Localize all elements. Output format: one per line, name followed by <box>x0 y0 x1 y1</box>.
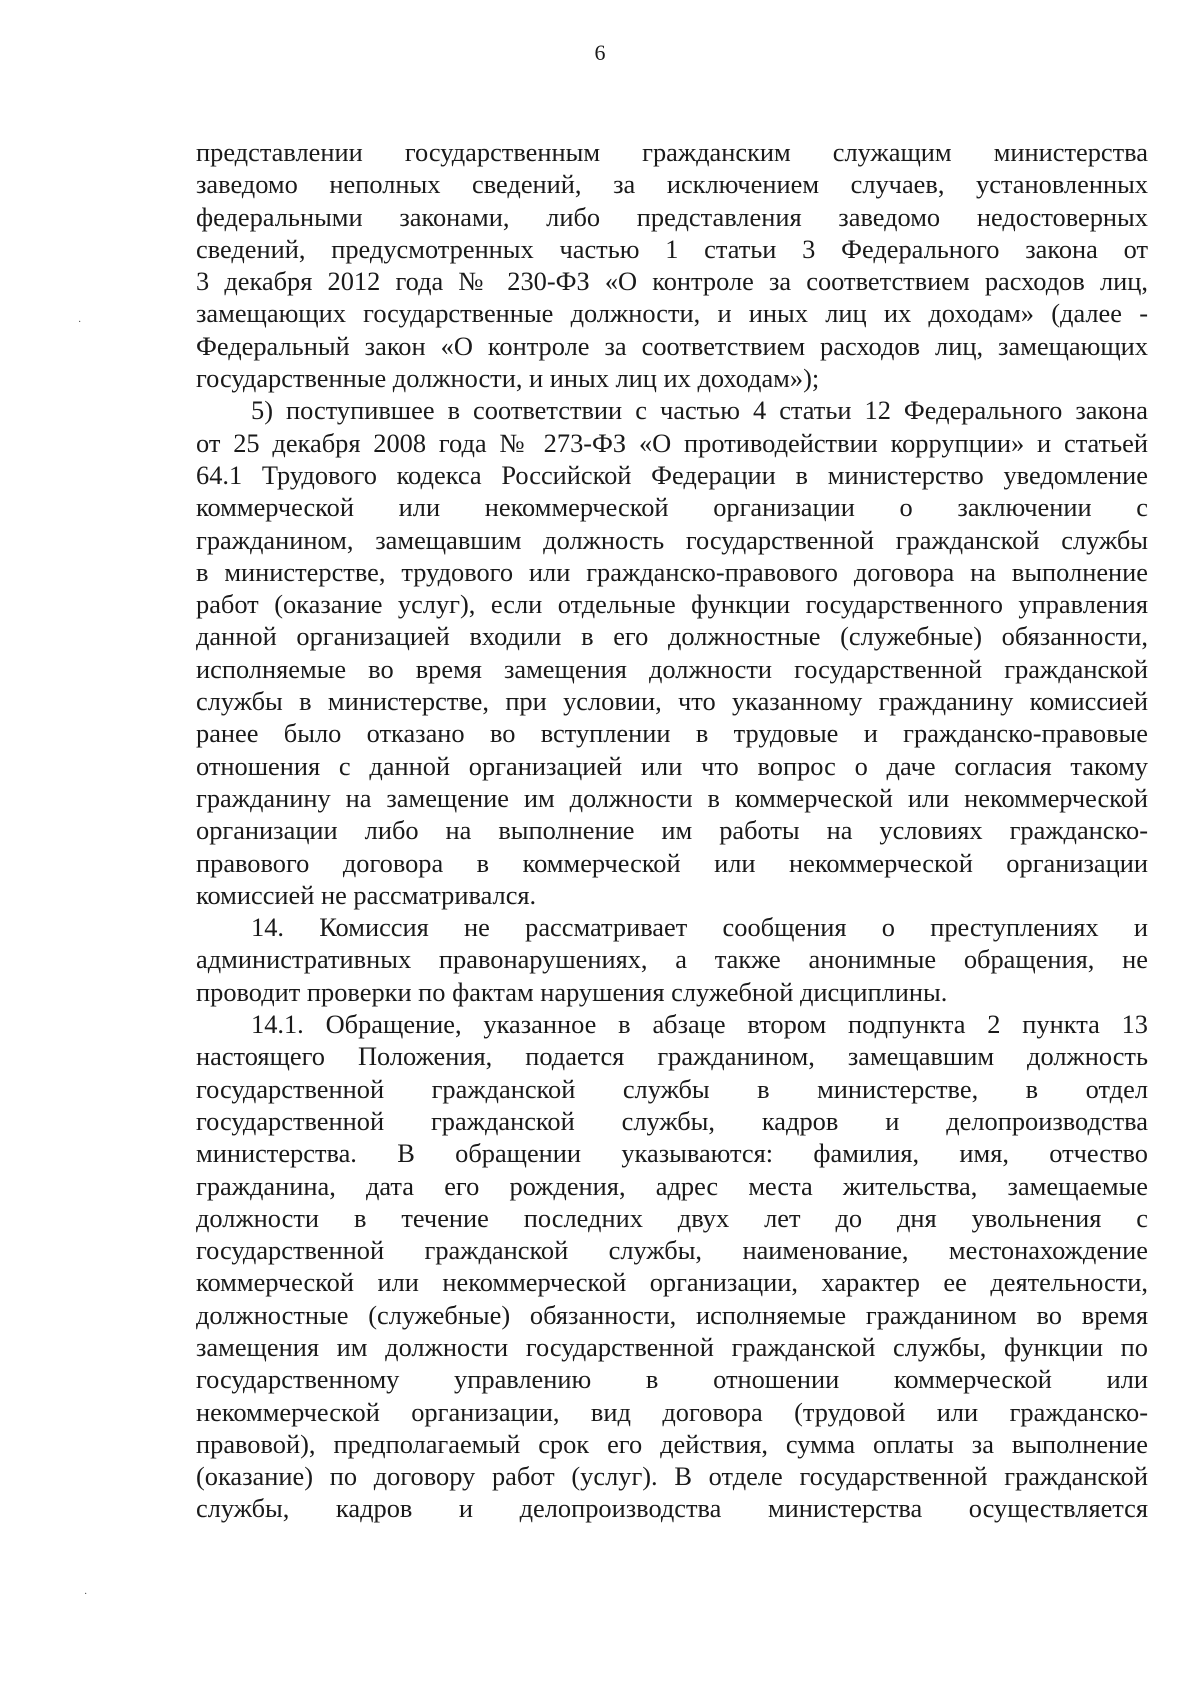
text-line: комиссией не рассматривался. <box>196 879 537 910</box>
text-line: 64.1 Трудового кодекса Российской Федерации в министерство уведомление <box>196 459 1148 490</box>
text-line: службы, кадров и делопроизводства министерства осуществляется <box>196 1493 1148 1524</box>
page-number: 6 <box>594 40 606 65</box>
text-line: работ (оказание услуг), если отдельные функции государственного управления <box>196 589 1148 620</box>
text-line: государственной гражданской службы, наименование, местонахождение <box>196 1235 1148 1266</box>
text-line: Федеральный закон «О контроле за соответствием расходов лиц, замещающих <box>196 330 1148 361</box>
text-line: гражданину на замещение им должности в коммерческой или некоммерческой <box>196 782 1148 813</box>
text-line: правового договора в коммерческой или некоммерческой организации <box>196 847 1148 878</box>
text-line: некоммерческой организации, вид договора (трудовой или гражданско- <box>196 1396 1148 1427</box>
text-line: гражданином, замещавшим должность государственной гражданской службы <box>196 524 1148 555</box>
text-line: государственной гражданской службы в министерстве, в отдел <box>196 1073 1148 1104</box>
text-line: 14.1. Обращение, указанное в абзаце втором подпункта 2 пункта 13 <box>251 1009 1148 1040</box>
text-line: административных правонарушениях, а также анонимные обращения, не <box>196 944 1148 975</box>
text-line: министерства. В обращении указываются: фамилия, имя, отчество <box>196 1138 1148 1169</box>
text-line: государственные должности, и иных лиц их доходам»); <box>196 363 820 394</box>
text-line: организации либо на выполнение им работы на условиях гражданско- <box>196 815 1148 846</box>
text-line: заведомо неполных сведений, за исключением случаев, установленных <box>196 169 1148 200</box>
text-line: должности в течение последних двух лет до дня увольнения с <box>196 1202 1148 1233</box>
text-line: гражданина, дата его рождения, адрес места жительства, замещаемые <box>196 1170 1148 1201</box>
text-line: сведений, предусмотренных частью 1 статьи 3 Федерального закона от <box>196 233 1148 264</box>
text-line: ранее было отказано во вступлении в трудовые и гражданско-правовые <box>196 718 1148 749</box>
text-line: замещающих государственные должности, и иных лиц их доходам» (далее - <box>196 298 1148 329</box>
text-line: 5) поступившее в соответствии с частью 4 статьи 12 Федерального закона <box>251 395 1148 426</box>
text-line: 14. Комиссия не рассматривает сообщения о преступлениях и <box>251 912 1148 943</box>
text-line: (оказание) по договору работ (услуг). В отделе государственной гражданской <box>196 1461 1148 1492</box>
text-line: 3 декабря 2012 года № 230-ФЗ «О контроле за соответствием расходов лиц, <box>196 266 1148 297</box>
text-line: федеральными законами, либо представления заведомо недостоверных <box>196 201 1148 232</box>
document-body <box>196 136 1148 1525</box>
text-line: должностные (служебные) обязанности, исполняемые гражданином во время <box>196 1299 1148 1330</box>
text-line: государственной гражданской службы, кадров и делопроизводства <box>196 1105 1148 1136</box>
text-line: настоящего Положения, подается гражданином, замещавшим должность <box>196 1041 1148 1072</box>
text-line: в министерстве, трудового или гражданско-правового договора на выполнение <box>196 556 1148 587</box>
text-line: исполняемые во время замещения должности государственной гражданской <box>196 653 1148 684</box>
text-line: правовой), предполагаемый срок его действия, сумма оплаты за выполнение <box>196 1428 1148 1459</box>
text-line: данной организацией входили в его должностные (служебные) обязанности, <box>196 621 1148 652</box>
text-line: представлении государственным гражданским служащим министерства <box>196 137 1148 167</box>
text-line: от 25 декабря 2008 года № 273-ФЗ «О противодействии коррупции» и статьей <box>196 427 1148 458</box>
text-line: государственному управлению в отношении коммерческой или <box>196 1364 1148 1395</box>
text-line: замещения им должности государственной гражданской службы, функции по <box>196 1331 1148 1362</box>
scan-speck: · <box>84 1589 88 1600</box>
text-line: отношения с данной организацией или что вопрос о даче согласия такому <box>196 750 1148 781</box>
text-line: коммерческой или некоммерческой организации, характер ее деятельности, <box>196 1267 1148 1298</box>
text-line: проводит проверки по фактам нарушения служебной дисциплины. <box>196 976 948 1007</box>
text-line: службы в министерстве, при условии, что указанному гражданину комиссией <box>196 686 1148 717</box>
text-line: коммерческой или некоммерческой организации о заключении с <box>196 492 1148 523</box>
scan-speck: · <box>78 317 82 328</box>
